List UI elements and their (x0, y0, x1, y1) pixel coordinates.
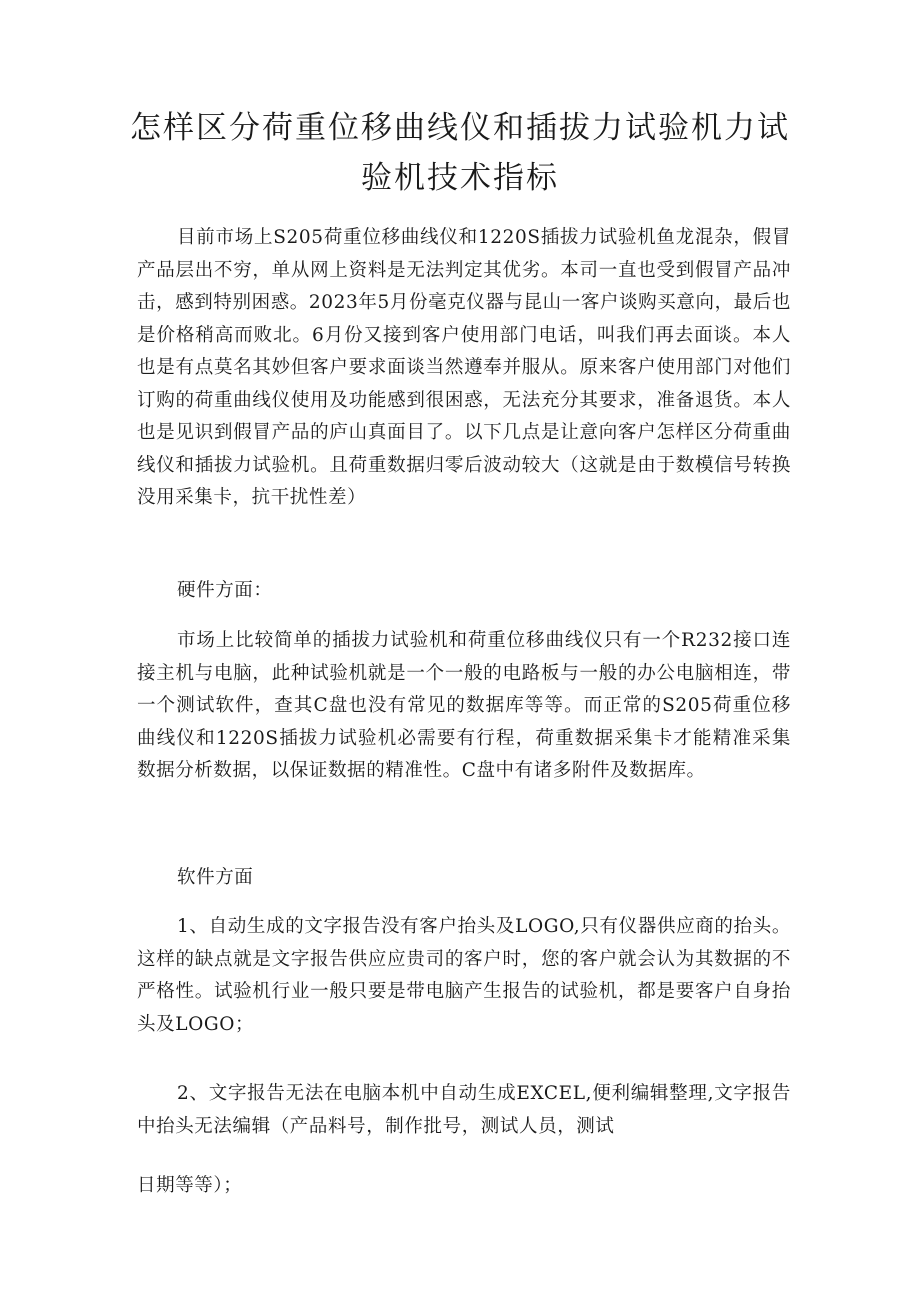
hardware-heading: 硬件方面： (177, 580, 273, 601)
software-item-2: 2、文字报告无法在电脑本机中自动生成EXCEL,便利编辑整理,文字报告中抬头无法编辑（产品料号，制作批号，测试人员，测试 (137, 1083, 791, 1137)
hardware-paragraph: 市场上比较简单的插拔力试验机和荷重位移曲线仪只有一个R232接口连接主机与电脑，此种试验机就是一个一般的电路板与一般的办公电脑相连，带一个测试软件，查其C盘也没有常见的数据库等等。而正常的S205荷重位移曲线仪和1220S插拔力试验机必需要有行程，荷重数据采集卡才能精准采集数据分析数据，以保证数据的精准性。C盘中有诸多附件及数据库。 (137, 630, 791, 781)
intro-paragraph: 目前市场上S205荷重位移曲线仪和1220S插拔力试验机鱼龙混杂，假冒产品层出不穷，单从网上资料是无法判定其优劣。本司一直也受到假冒产品冲击，感到特别困惑。2023年5月份毫克仪器与昆山一客户谈购买意向，最后也是价格稍高而败北。6月份又接到客户使用部门电话，叫我们再去面谈。本人也是有点莫名其妙但客户要求面谈当然遵奉并服从。原来客户使用部门对他们订购的荷重曲线仪使用及功能感到很困惑，无法充分其要求，准备退货。本人也是见识到假冒产品的庐山真面目了。以下几点是让意向客户怎样区分荷重曲线仪和插拔力试验机。且荷重数据归零后波动较大（这就是由于数模信号转换没用采集卡，抗干扰性差） (137, 227, 791, 508)
software-heading: 软件方面 (177, 867, 254, 888)
software-item-2-continued: 日期等等）； (137, 1175, 243, 1196)
software-item-1: 1、自动生成的文字报告没有客户抬头及LOGO,只有仪器供应商的抬头。这样的缺点就是文字报告供应应贵司的客户时，您的客户就会认为其数据的不严格性。试验机行业一般只要是带电脑产生报告的试验机，都是要客户自身抬头及LOGO； (137, 916, 791, 1035)
document-title: 怎样区分荷重位移曲线仪和插拔力试验机力试验机技术指标 (130, 110, 790, 196)
